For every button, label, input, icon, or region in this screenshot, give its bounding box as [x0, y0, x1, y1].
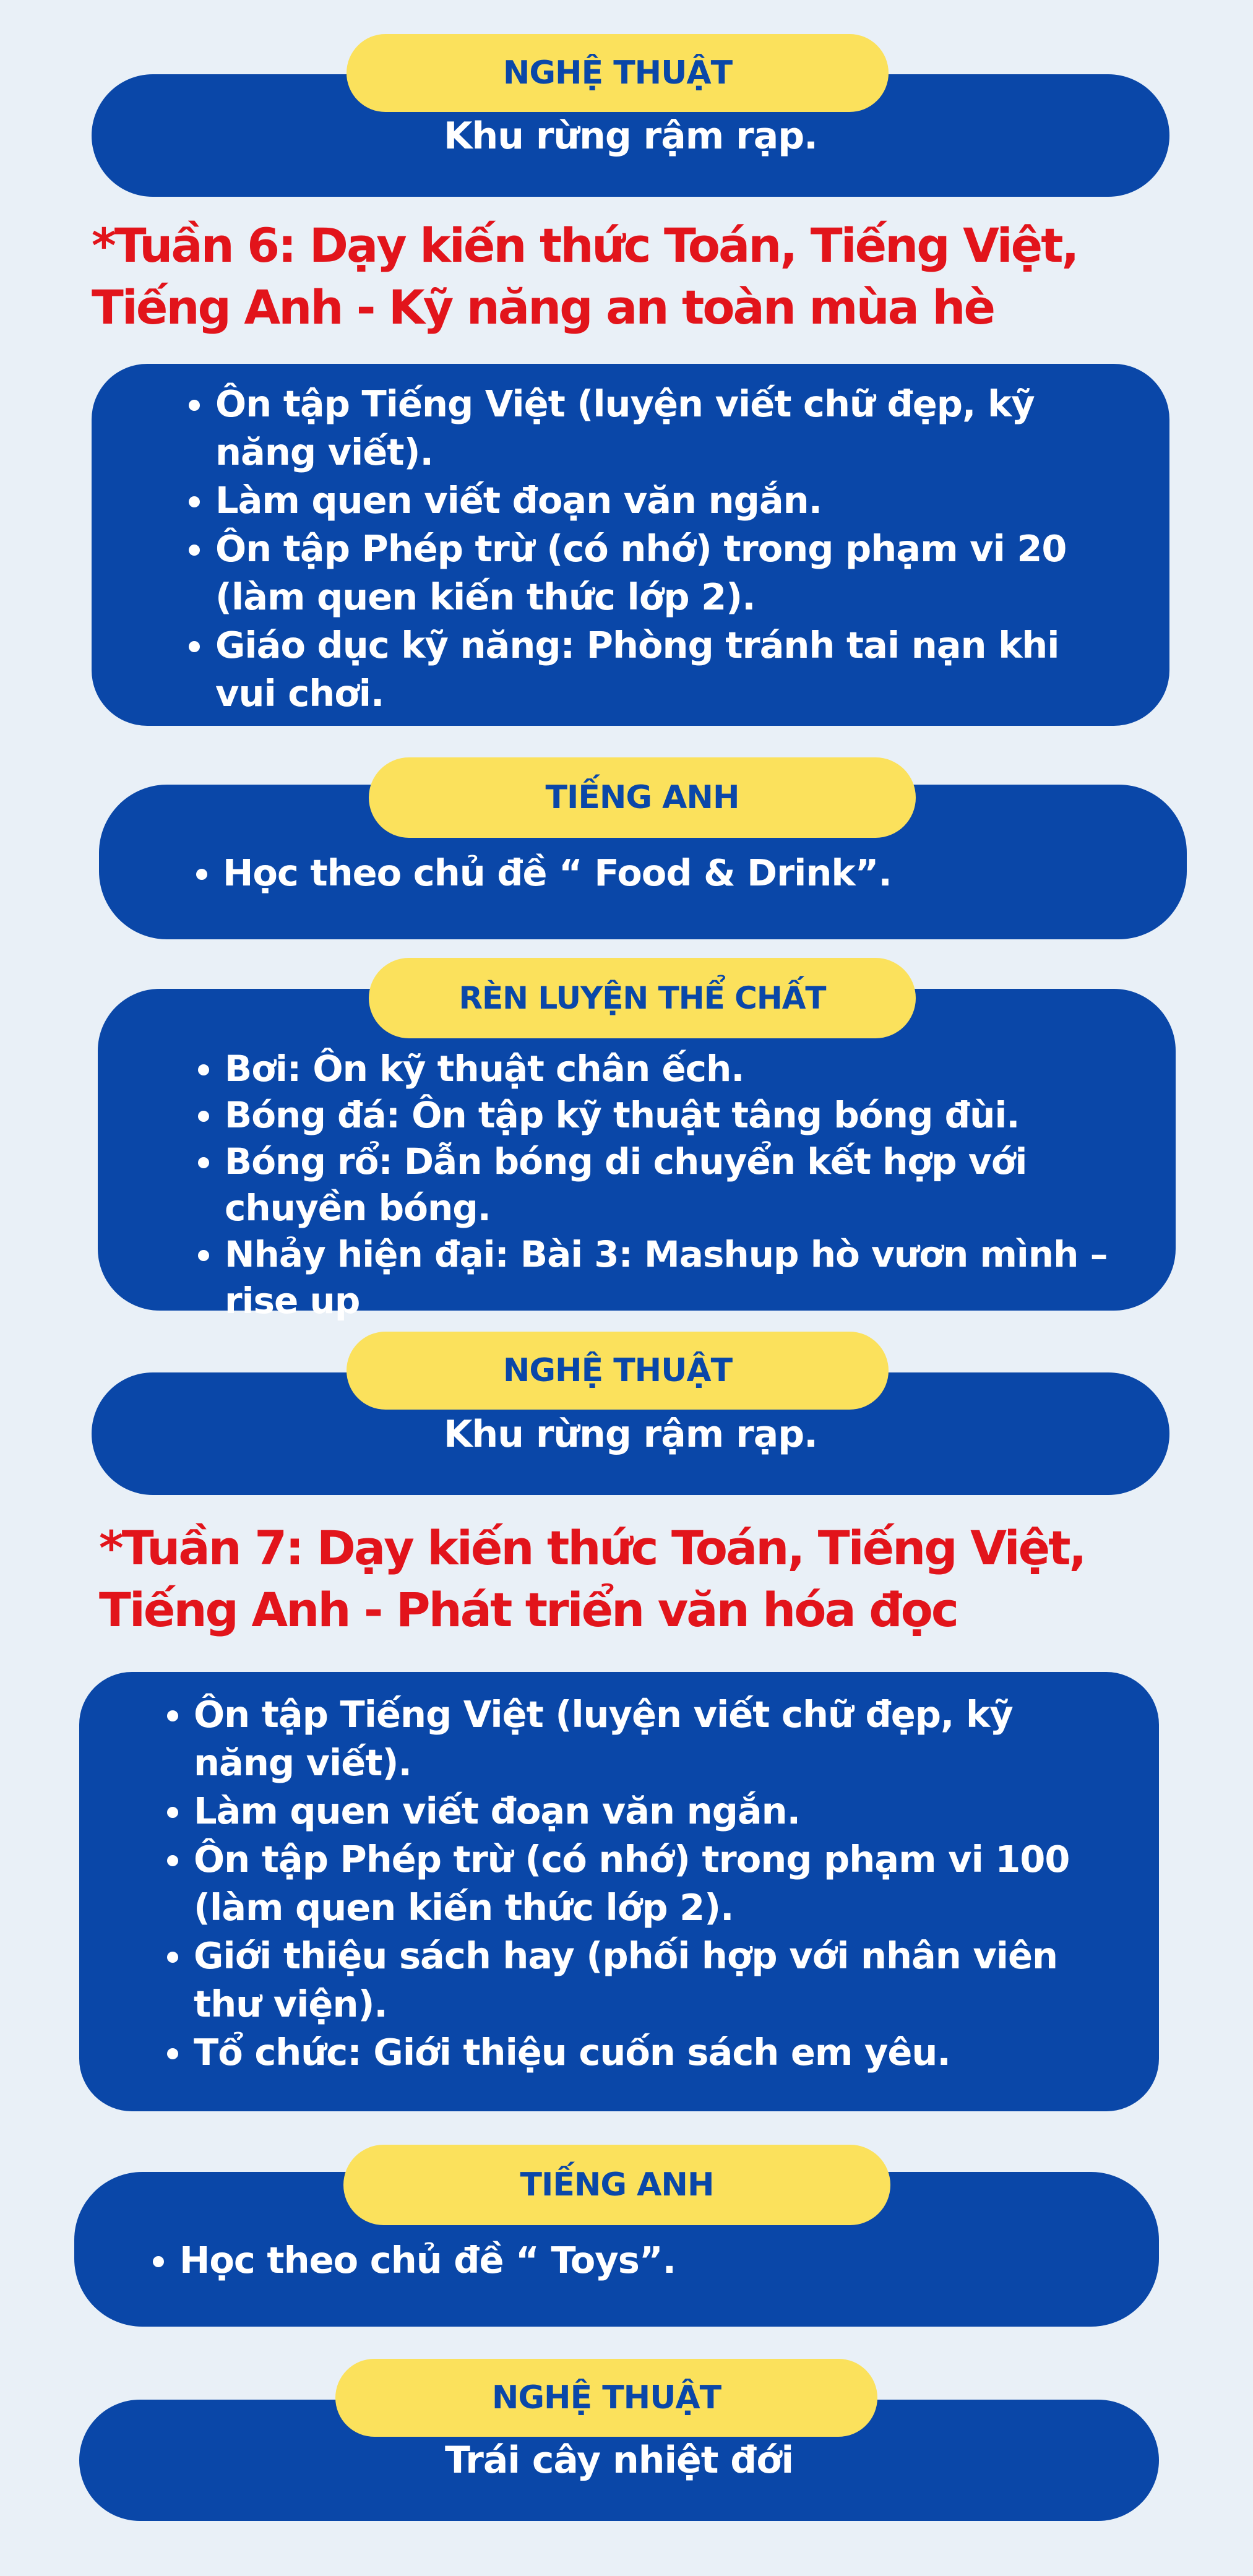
week-6-heading-line2: Tiếng Anh - Kỹ năng an toàn mùa hè [92, 280, 994, 335]
list-item: • Giáo dục kỹ năng: Phòng tránh tai nạn khi vui chơi. [215, 621, 1101, 718]
list-item: • Ôn tập Phép trừ (có nhớ) trong phạm vi 100 (làm quen kiến thức lớp 2). [194, 1835, 1097, 1932]
week-7-heading [99, 1517, 1188, 1641]
english-label-1: TIẾNG ANH [369, 757, 916, 838]
physical-label: RÈN LUYỆN THỂ CHẤT [369, 958, 916, 1038]
week-7-heading-line1: *Tuần 7: Dạy kiến thức Toán, Tiếng Việt, [99, 1520, 1085, 1575]
english-list-2 [136, 2236, 1097, 2285]
list-item: • Ôn tập Tiếng Việt (luyện viết chữ đẹp, kỹ năng viết). [215, 380, 1101, 476]
list-item: • Bơi: Ôn kỹ thuật chân ếch. [225, 1046, 1163, 1092]
list-item: • Học theo chủ đề “ Toys”. [179, 2236, 1097, 2285]
list-item: • Học theo chủ đề “ Food & Drink”. [223, 849, 1119, 897]
art-text-3: Trái cây nhiệt đới [444, 2439, 794, 2482]
art-label-1: NGHỆ THUẬT [347, 34, 889, 112]
english-list-1 [179, 849, 1119, 897]
week-6-heading [92, 215, 1181, 338]
list-item: • Ôn tập Phép trừ (có nhớ) trong phạm vi 20 (làm quen kiến thức lớp 2). [215, 525, 1101, 621]
week-7-heading-line2: Tiếng Anh - Phát triển văn hóa đọc [99, 1582, 957, 1637]
week-7-panel [79, 1672, 1159, 2111]
week-6-list [172, 380, 1101, 718]
art-label-2: NGHỆ THUẬT [347, 1332, 889, 1410]
week-6-panel [92, 364, 1169, 726]
list-item: • Bóng đá: Ôn tập kỹ thuật tâng bóng đùi. [225, 1092, 1163, 1139]
week-7-list [150, 1691, 1097, 2077]
list-item: • Nhảy hiện đại: Bài 3: Mashup hò vươn mình – rise up [225, 1231, 1163, 1324]
art-label-3: NGHỆ THUẬT [335, 2359, 877, 2437]
english-label-2: TIẾNG ANH [343, 2145, 890, 2225]
list-item: • Làm quen viết đoạn văn ngắn. [194, 1787, 1097, 1835]
list-item: • Ôn tập Tiếng Việt (luyện viết chữ đẹp, kỹ năng viết). [194, 1691, 1097, 1787]
list-item: • Làm quen viết đoạn văn ngắn. [215, 476, 1101, 525]
list-item: • Bóng rổ: Dẫn bóng di chuyển kết hợp với chuyền bóng. [225, 1139, 1163, 1231]
list-item: • Tổ chức: Giới thiệu cuốn sách em yêu. [194, 2028, 1097, 2077]
art-text-1: Khu rừng rậm rạp. [444, 114, 817, 158]
list-item: • Giới thiệu sách hay (phối hợp với nhân viên thư viện). [194, 1932, 1097, 2028]
physical-list [181, 1046, 1163, 1324]
week-6-heading-line1: *Tuần 6: Dạy kiến thức Toán, Tiếng Việt, [92, 218, 1078, 273]
art-text-2: Khu rừng rậm rạp. [444, 1413, 817, 1456]
